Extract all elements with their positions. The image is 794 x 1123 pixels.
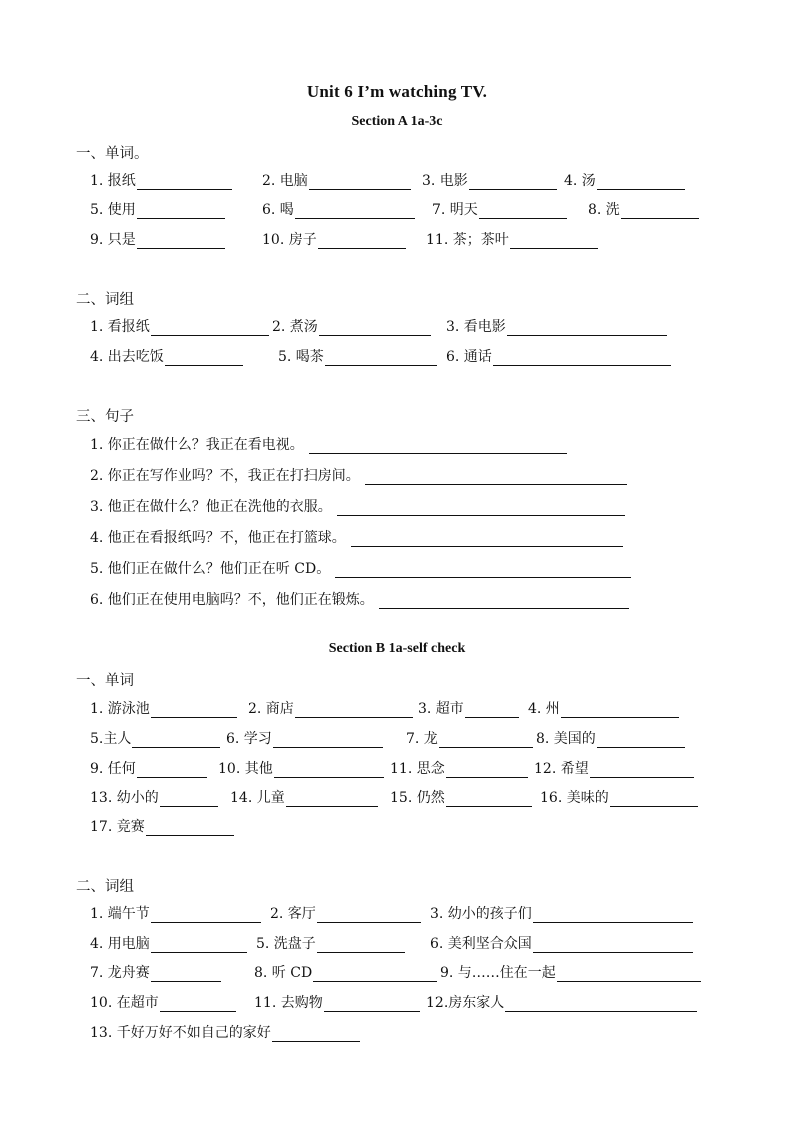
answer-blank[interactable] <box>335 562 631 578</box>
fill-in-item <box>90 434 567 454</box>
answer-blank[interactable] <box>493 350 671 366</box>
fill-in-item <box>262 229 406 249</box>
answer-blank[interactable] <box>317 937 405 953</box>
words-row <box>90 698 754 720</box>
item-prompt: 2. 客厅 <box>270 906 316 922</box>
answer-blank[interactable] <box>351 531 623 547</box>
answer-blank[interactable] <box>151 966 221 982</box>
item-prompt: 9. 任何 <box>90 761 136 777</box>
fill-in-item <box>90 346 243 366</box>
answer-blank[interactable] <box>439 732 533 748</box>
fill-in-item <box>218 758 384 778</box>
answer-blank[interactable] <box>507 320 667 336</box>
words-row <box>90 170 754 192</box>
fill-in-item <box>540 787 698 807</box>
answer-blank[interactable] <box>597 174 685 190</box>
answer-blank[interactable] <box>151 907 261 923</box>
section-b-title: Section B 1a-self check <box>328 641 466 656</box>
item-prompt: 12.房东家人 <box>426 995 505 1011</box>
sentence-row <box>90 558 754 580</box>
words-row <box>90 758 754 780</box>
fill-in-item <box>390 758 528 778</box>
item-prompt: 6. 喝 <box>262 202 294 218</box>
phrases-row <box>90 903 754 925</box>
item-prompt: 8. 洗 <box>588 202 620 218</box>
fill-in-item <box>588 199 699 219</box>
item-prompt: 1. 报纸 <box>90 173 136 189</box>
item-prompt: 2. 商店 <box>248 701 294 717</box>
answer-blank[interactable] <box>337 500 625 516</box>
item-prompt: 4. 汤 <box>564 173 596 189</box>
fill-in-item <box>536 728 685 748</box>
answer-blank[interactable] <box>272 1026 360 1042</box>
answer-blank[interactable] <box>146 820 234 836</box>
section-b-phrases-heading: 二、词组 <box>76 879 134 895</box>
fill-in-item <box>90 229 225 249</box>
item-prompt: 11. 茶；茶叶 <box>426 232 509 248</box>
words-row <box>90 728 754 750</box>
fill-in-item <box>226 728 383 748</box>
fill-in-item <box>248 698 413 718</box>
answer-blank[interactable] <box>137 203 225 219</box>
sentence-prompt: 6. 他们正在使用电脑吗？不，他们正在锻炼。 <box>90 592 374 608</box>
answer-blank[interactable] <box>137 233 225 249</box>
fill-in-item <box>278 346 437 366</box>
answer-blank[interactable] <box>479 203 567 219</box>
fill-in-item <box>262 170 411 190</box>
item-prompt: 6. 通话 <box>446 349 492 365</box>
item-prompt: 2. 电脑 <box>262 173 308 189</box>
item-prompt: 5. 洗盘子 <box>256 936 316 952</box>
item-prompt: 12. 希望 <box>534 761 589 777</box>
item-prompt: 15. 仍然 <box>390 790 445 806</box>
fill-in-item <box>564 170 685 190</box>
item-prompt: 8. 美国的 <box>536 731 596 747</box>
words-row <box>90 229 754 251</box>
item-prompt: 10. 其他 <box>218 761 273 777</box>
answer-blank[interactable] <box>273 732 383 748</box>
item-prompt: 7. 龙舟赛 <box>90 965 150 981</box>
fill-in-item <box>406 728 533 748</box>
sentence-row <box>90 465 754 487</box>
fill-in-item <box>256 933 405 953</box>
fill-in-item <box>446 316 667 336</box>
answer-blank[interactable] <box>295 702 413 718</box>
item-prompt: 9. 与……住在一起 <box>440 965 556 981</box>
section-a-phrases-heading: 二、词组 <box>76 292 134 308</box>
item-prompt: 10. 在超市 <box>90 995 159 1011</box>
fill-in-item <box>90 170 232 190</box>
item-prompt: 3. 幼小的孩子们 <box>430 906 532 922</box>
item-prompt: 13. 千好万好不如自己的家好 <box>90 1025 271 1041</box>
item-prompt: 3. 超市 <box>418 701 464 717</box>
answer-blank[interactable] <box>510 233 598 249</box>
item-prompt: 2. 煮汤 <box>272 319 318 335</box>
answer-blank[interactable] <box>165 350 243 366</box>
section-a-sentences-heading: 三、句子 <box>76 409 134 425</box>
fill-in-item <box>90 1022 360 1042</box>
item-prompt: 7. 龙 <box>406 731 438 747</box>
fill-in-item <box>426 992 697 1012</box>
fill-in-item <box>90 558 631 578</box>
sentence-row <box>90 527 754 549</box>
sentence-row <box>90 496 754 518</box>
fill-in-item <box>90 962 221 982</box>
answer-blank[interactable] <box>379 593 629 609</box>
phrases-row <box>90 316 754 338</box>
section-b-words-heading: 一、单词 <box>76 673 134 689</box>
item-prompt: 7. 明天 <box>432 202 478 218</box>
sentence-prompt: 3. 他正在做什么？他正在洗他的衣服。 <box>90 499 332 515</box>
item-prompt: 8. 听 CD <box>254 965 313 981</box>
fill-in-item <box>534 758 694 778</box>
item-prompt: 4. 用电脑 <box>90 936 150 952</box>
answer-blank[interactable] <box>465 702 519 718</box>
item-prompt: 17. 竞赛 <box>90 819 145 835</box>
item-prompt: 14. 儿童 <box>230 790 285 806</box>
phrases-row <box>90 1022 754 1044</box>
item-prompt: 11. 思念 <box>390 761 445 777</box>
fill-in-item <box>230 787 378 807</box>
words-row <box>90 816 754 838</box>
section-a-title: Section A 1a-3c <box>351 114 443 129</box>
fill-in-item <box>90 199 225 219</box>
item-prompt: 5. 使用 <box>90 202 136 218</box>
answer-blank[interactable] <box>151 320 269 336</box>
answer-blank[interactable] <box>621 203 699 219</box>
fill-in-item <box>422 170 557 190</box>
page-title: Unit 6 I’m watching TV. <box>306 82 488 101</box>
fill-in-item <box>90 698 237 718</box>
answer-blank[interactable] <box>137 762 207 778</box>
sentence-prompt: 4. 他正在看报纸吗？不，他正在打篮球。 <box>90 530 346 546</box>
words-row <box>90 787 754 809</box>
fill-in-item <box>90 589 629 609</box>
item-prompt: 9. 只是 <box>90 232 136 248</box>
fill-in-item <box>432 199 567 219</box>
answer-blank[interactable] <box>590 762 694 778</box>
phrases-row <box>90 933 754 955</box>
item-prompt: 4. 州 <box>528 701 560 717</box>
answer-blank[interactable] <box>533 907 693 923</box>
answer-blank[interactable] <box>446 791 532 807</box>
answer-blank[interactable] <box>295 203 415 219</box>
answer-blank[interactable] <box>286 791 378 807</box>
answer-blank[interactable] <box>505 996 697 1012</box>
item-prompt: 6. 学习 <box>226 731 272 747</box>
fill-in-item <box>270 903 421 923</box>
answer-blank[interactable] <box>274 762 384 778</box>
sentence-row <box>90 434 754 456</box>
fill-in-item <box>90 816 234 836</box>
fill-in-item <box>390 787 532 807</box>
item-prompt: 5.主人 <box>90 731 132 747</box>
sentence-prompt: 5. 他们正在做什么？他们正在听 CD。 <box>90 561 331 577</box>
item-prompt: 4. 出去吃饭 <box>90 349 164 365</box>
fill-in-item <box>446 346 671 366</box>
answer-blank[interactable] <box>319 320 431 336</box>
fill-in-item <box>90 316 269 336</box>
fill-in-item <box>426 229 598 249</box>
words-row <box>90 199 754 221</box>
fill-in-item <box>90 992 236 1012</box>
answer-blank[interactable] <box>325 350 437 366</box>
answer-blank[interactable] <box>533 937 693 953</box>
fill-in-item <box>90 465 627 485</box>
fill-in-item <box>90 787 218 807</box>
fill-in-item <box>90 758 207 778</box>
answer-blank[interactable] <box>132 732 220 748</box>
phrases-row <box>90 992 754 1014</box>
answer-blank[interactable] <box>610 791 698 807</box>
sentence-prompt: 1. 你正在做什么？我正在看电视。 <box>90 437 304 453</box>
fill-in-item <box>430 933 693 953</box>
item-prompt: 10. 房子 <box>262 232 317 248</box>
answer-blank[interactable] <box>446 762 528 778</box>
answer-blank[interactable] <box>469 174 557 190</box>
item-prompt: 13. 幼小的 <box>90 790 159 806</box>
item-prompt: 11. 去购物 <box>254 995 323 1011</box>
answer-blank[interactable] <box>151 702 237 718</box>
fill-in-item <box>272 316 431 336</box>
answer-blank[interactable] <box>324 996 420 1012</box>
answer-blank[interactable] <box>365 469 627 485</box>
item-prompt: 6. 美利坚合众国 <box>430 936 532 952</box>
answer-blank[interactable] <box>309 174 411 190</box>
fill-in-item <box>418 698 519 718</box>
item-prompt: 3. 电影 <box>422 173 468 189</box>
fill-in-item <box>254 992 420 1012</box>
answer-blank[interactable] <box>160 791 218 807</box>
item-prompt: 1. 看报纸 <box>90 319 150 335</box>
answer-blank[interactable] <box>151 937 247 953</box>
answer-blank[interactable] <box>317 907 421 923</box>
phrases-row <box>90 346 754 368</box>
answer-blank[interactable] <box>557 966 701 982</box>
section-a-words-heading: 一、单词。 <box>76 146 149 162</box>
item-prompt: 16. 美味的 <box>540 790 609 806</box>
answer-blank[interactable] <box>137 174 232 190</box>
item-prompt: 5. 喝茶 <box>278 349 324 365</box>
fill-in-item <box>528 698 679 718</box>
answer-blank[interactable] <box>318 233 406 249</box>
fill-in-item <box>90 903 261 923</box>
sentence-prompt: 2. 你正在写作业吗？不，我正在打扫房间。 <box>90 468 360 484</box>
sentence-row <box>90 589 754 611</box>
item-prompt: 3. 看电影 <box>446 319 506 335</box>
answer-blank[interactable] <box>160 996 236 1012</box>
fill-in-item <box>430 903 693 923</box>
phrases-row <box>90 962 754 984</box>
fill-in-item <box>262 199 415 219</box>
fill-in-item <box>90 496 625 516</box>
answer-blank[interactable] <box>313 966 437 982</box>
item-prompt: 1. 端午节 <box>90 906 150 922</box>
fill-in-item <box>440 962 701 982</box>
fill-in-item <box>90 527 623 547</box>
answer-blank[interactable] <box>597 732 685 748</box>
answer-blank[interactable] <box>561 702 679 718</box>
answer-blank[interactable] <box>309 438 567 454</box>
fill-in-item <box>254 962 437 982</box>
fill-in-item <box>90 933 247 953</box>
item-prompt: 1. 游泳池 <box>90 701 150 717</box>
fill-in-item <box>90 728 220 748</box>
